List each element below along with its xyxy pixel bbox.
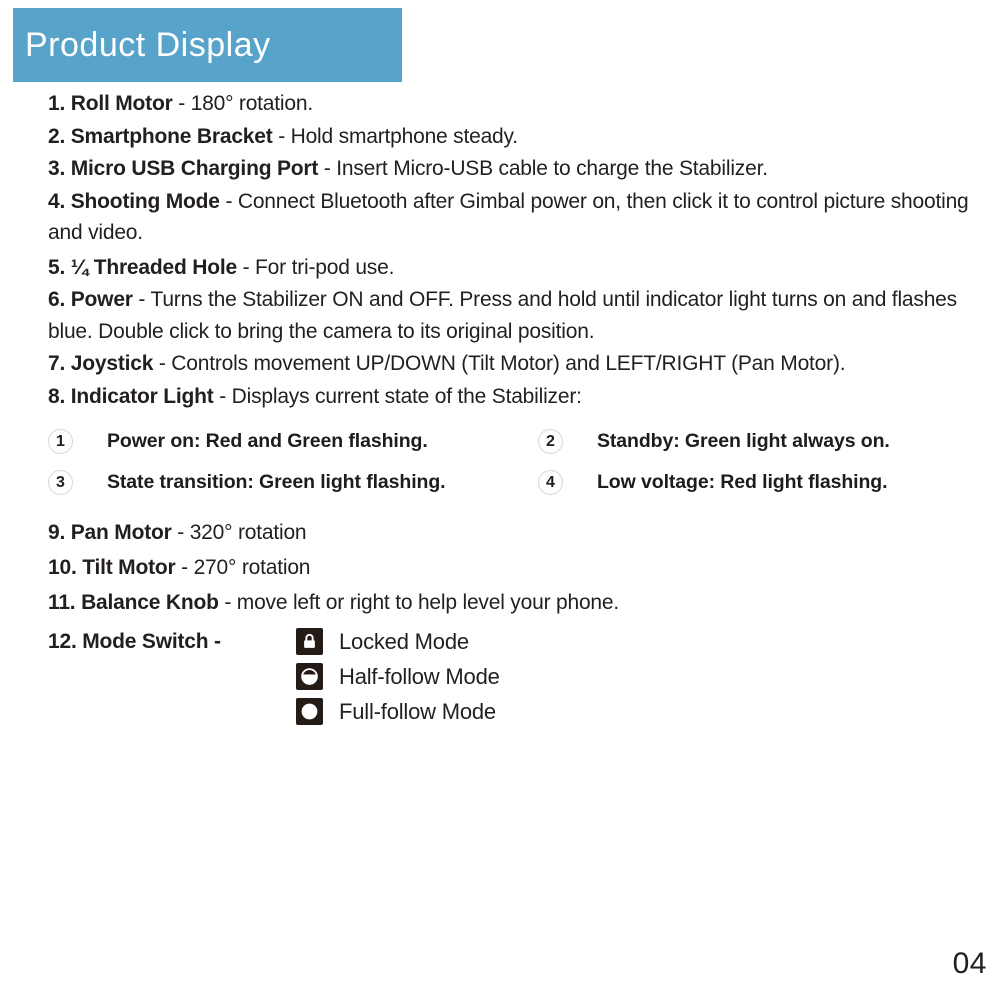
mode-list [296,624,500,729]
item-smartphone-bracket: 2. Smartphone Bracket - Hold smartphone steady. [48,124,518,148]
item-micro-usb-port: 3. Micro USB Charging Port - Insert Micro-USB cable to charge the Stabilizer. [48,157,768,180]
indicator-state-2: 2 Standby: Green light always on. [538,429,978,454]
half-follow-icon [296,663,323,690]
circled-number-2: 2 [538,429,563,454]
circled-number-1: 1 [48,429,73,454]
indicator-state-4: 4 Low voltage: Red light flashing. [538,470,978,495]
content [48,88,978,729]
mode-row-locked: Locked Mode [296,624,500,659]
header-banner [13,8,402,82]
mode-row-half-follow: Half-follow Mode [296,659,500,694]
item-threaded-hole: 5. ¼ Threaded Hole - For tri-pod use. [48,255,395,279]
mode-row-full-follow: Full-follow Mode [296,694,500,729]
mode-switch-label: 12. Mode Switch - [48,630,221,653]
item-shooting-mode: 4. Shooting Mode - Connect Bluetooth after Gimbal power on, then click it to control picture shooting and video. [48,189,969,244]
item-pan-motor: 9. Pan Motor - 320° rotation [48,521,307,544]
item-roll-motor: 1. Roll Motor - 180° rotation. [48,92,313,115]
lock-icon [296,628,323,655]
page-title: Product Display [25,25,271,64]
item-tilt-motor: 10. Tilt Motor - 270° rotation [48,556,311,579]
indicator-states-grid [48,429,978,495]
indicator-state-1: 1 Power on: Red and Green flashing. [48,429,538,454]
items-9-11 [48,515,978,620]
item-indicator-light: 8. Indicator Light - Displays current state of the Stabilizer: [48,384,582,408]
item-joystick: 7. Joystick - Controls movement UP/DOWN (Tilt Motor) and LEFT/RIGHT (Pan Motor). [48,352,846,375]
indicator-state-3: 3 State transition: Green light flashing. [48,470,538,495]
item-power: 6. Power - Turns the Stabilizer ON and OFF. Press and hold until indicator light turns on and flashes blue. Double click to bring the camera to its original position. [48,288,957,343]
item-mode-switch [48,624,978,729]
page-number: 04 [952,947,987,980]
full-follow-icon [296,698,323,725]
circled-number-3: 3 [48,470,73,495]
circled-number-4: 4 [538,470,563,495]
item-balance-knob: 11. Balance Knob - move left or right to help level your phone. [48,591,620,614]
